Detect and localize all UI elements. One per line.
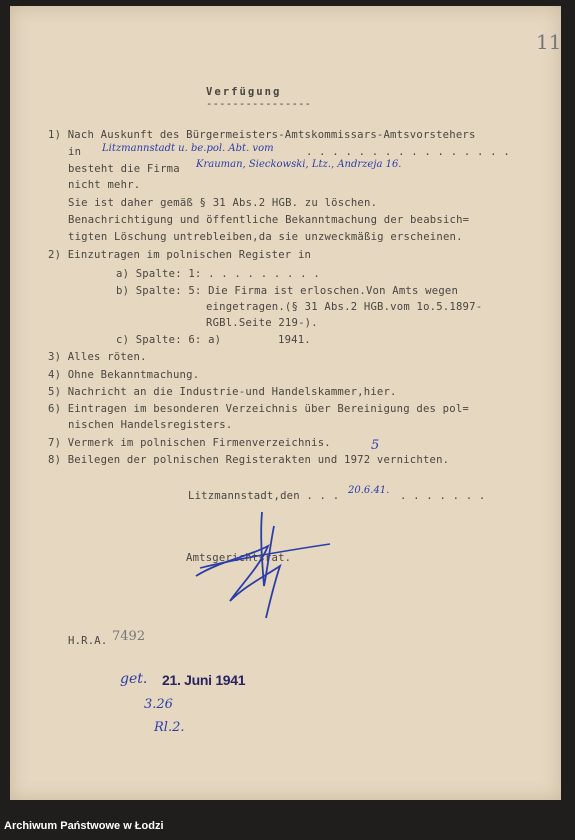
item-8: 8) Beilegen der polnischen Registerakten und 1972 vernichten. — [48, 454, 450, 466]
item-1-sie: Sie ist daher gemäß § 31 Abs.2 HGB. zu löschen. — [68, 197, 378, 209]
document-page — [10, 6, 561, 800]
item-6-1: 6) Eintragen im besonderen Verzeichnis über Bereinigung des pol= — [48, 403, 469, 415]
annotation-get: get. — [120, 671, 148, 687]
item-2-b-1: b) Spalte: 5: Die Firma ist erloschen.Von Amts wegen — [116, 285, 459, 297]
item-4: 4) Ohne Bekanntmachung. — [48, 369, 200, 381]
item-1-tigten: tigten Löschung untrebleiben,da sie unzweckmäßig erscheinen. — [68, 231, 463, 243]
heading-underline: ---------------- — [206, 98, 312, 110]
annotation-initials: Rl.2. — [154, 720, 185, 735]
item-1-in: in — [68, 146, 82, 158]
signature-mark — [190, 506, 340, 626]
item-2-line: 2) Einzutragen im polnischen Register in — [48, 249, 312, 261]
item-2-c: c) Spalte: 6: a) — [116, 334, 222, 346]
handwritten-date: 20.6.41. — [348, 485, 390, 496]
hra-number: 7492 — [112, 629, 146, 644]
item-1-nicht: nicht mehr. — [68, 179, 141, 191]
item-2-b-2: eingetragen.(§ 31 Abs.2 HGB.vom 1o.5.1897- — [206, 301, 483, 313]
place-date-dots: . . . . . . . — [400, 490, 486, 502]
handwritten-place: Litzmannstadt u. be.pol. Abt. vom — [102, 143, 274, 154]
item-2-c-year: 1941. — [278, 334, 311, 346]
item-1-line-1: 1) Nach Auskunft des Bürgermeisters-Amtskommissars-Amtsvorstehers — [48, 129, 476, 141]
document-heading: Verfügung — [206, 86, 282, 98]
received-date-stamp: 21. Juni 1941 — [162, 672, 246, 688]
item-3: 3) Alles röten. — [48, 351, 147, 363]
item-1-besteht: besteht die Firma — [68, 163, 180, 175]
item-7: 7) Vermerk im polnischen Firmenverzeichnis. — [48, 437, 331, 449]
archive-footer — [0, 800, 575, 840]
archive-label: Archiwum Państwowe w Łodzi — [4, 820, 164, 832]
item-2-a: a) Spalte: 1: . . . . . . . . . — [116, 268, 320, 280]
item-1-benachrichtigung: Benachrichtigung und öffentliche Bekanntmachung der beabsich= — [68, 214, 470, 226]
handwritten-correction-5: 5 — [371, 438, 380, 453]
signature-title: Amtsgerichtsrat. — [186, 552, 292, 564]
item-6-2: nischen Handelsregisters. — [68, 419, 233, 431]
hra-label: H.R.A. — [68, 635, 108, 647]
page-number: 11 — [536, 30, 561, 54]
annotation-number: 3.26 — [144, 697, 173, 712]
item-1-dots-1: . . . . . . . . . . . . . . . . — [306, 146, 510, 158]
place-date: Litzmannstadt,den . . . — [188, 490, 340, 502]
handwritten-firm: Krauman, Sieckowski, Ltz., Andrzeja 16. — [196, 159, 402, 170]
item-5: 5) Nachricht an die Industrie-und Handelskammer,hier. — [48, 386, 397, 398]
item-2-b-3: RGBl.Seite 219-). — [206, 317, 318, 329]
